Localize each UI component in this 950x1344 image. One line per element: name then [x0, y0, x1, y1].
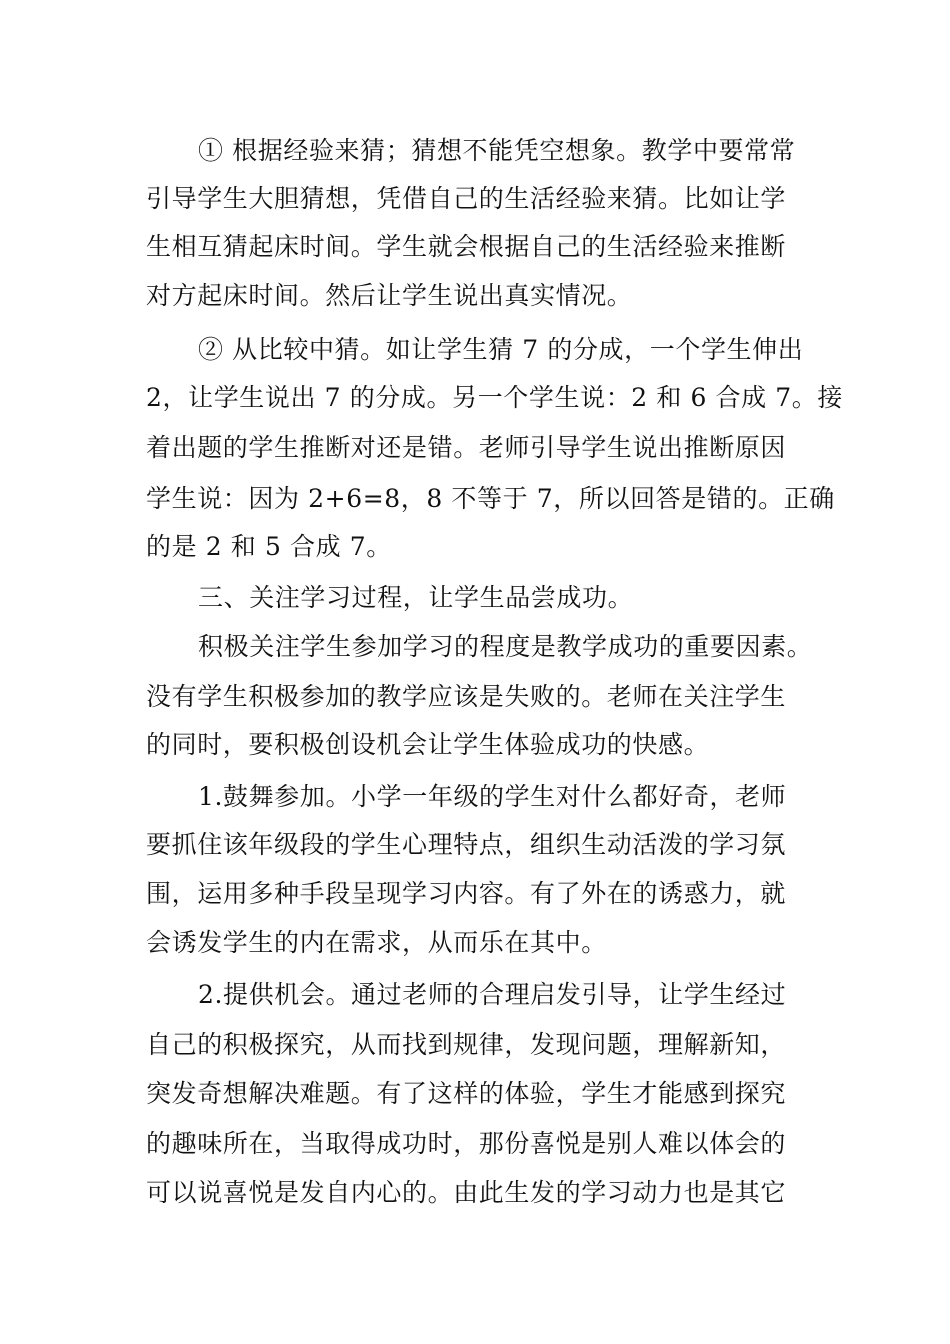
- paragraph-line: 的同时，要积极创设机会让学生体验成功的快感。: [146, 730, 710, 759]
- paragraph-line: 可以说喜悦是发自内心的。由此生发的学习动力也是其它: [146, 1178, 787, 1207]
- paragraph-line: 没有学生积极参加的教学应该是失败的。老师在关注学生: [146, 682, 787, 711]
- paragraph-line: 对方起床时间。然后让学生说出真实情况。: [146, 281, 633, 310]
- paragraph-line: 的趣味所在，当取得成功时，那份喜悦是别人难以体会的: [146, 1129, 787, 1158]
- paragraph-line: ② 从比较中猜。如让学生猜 7 的分成，一个学生伸出: [198, 335, 804, 364]
- paragraph-line: 积极关注学生参加学习的程度是教学成功的重要因素。: [198, 632, 813, 661]
- paragraph-line: 要抓住该年级段的学生心理特点，组织生动活泼的学习氛: [146, 830, 787, 859]
- paragraph-line: 学生说：因为 2+6=8，8 不等于 7，所以回答是错的。正确: [146, 484, 835, 513]
- paragraph-line: 1.鼓舞参加。小学一年级的学生对什么都好奇，老师: [198, 782, 787, 811]
- paragraph-line: 引导学生大胆猜想，凭借自己的生活经验来猜。比如让学: [146, 184, 787, 213]
- paragraph-line: 围，运用多种手段呈现学习内容。有了外在的诱惑力，就: [146, 879, 787, 908]
- paragraph-line: ① 根据经验来猜；猜想不能凭空想象。教学中要常常: [198, 136, 796, 165]
- paragraph-line: 会诱发学生的内在需求，从而乐在其中。: [146, 928, 607, 957]
- paragraph-line: 2，让学生说出 7 的分成。另一个学生说：2 和 6 合成 7。接: [146, 383, 844, 412]
- section-heading: 三、关注学习过程，让学生品尝成功。: [198, 583, 634, 612]
- paragraph-line: 生相互猜起床时间。学生就会根据自己的生活经验来推断: [146, 232, 787, 261]
- paragraph-line: 着出题的学生推断对还是错。老师引导学生说出推断原因: [146, 433, 787, 462]
- paragraph-line: 突发奇想解决难题。有了这样的体验，学生才能感到探究: [146, 1079, 787, 1108]
- paragraph-line: 的是 2 和 5 合成 7。: [146, 532, 392, 561]
- paragraph-line: 自己的积极探究，从而找到规律，发现问题，理解新知，: [146, 1030, 787, 1059]
- paragraph-line: 2.提供机会。通过老师的合理启发引导，让学生经过: [198, 980, 787, 1009]
